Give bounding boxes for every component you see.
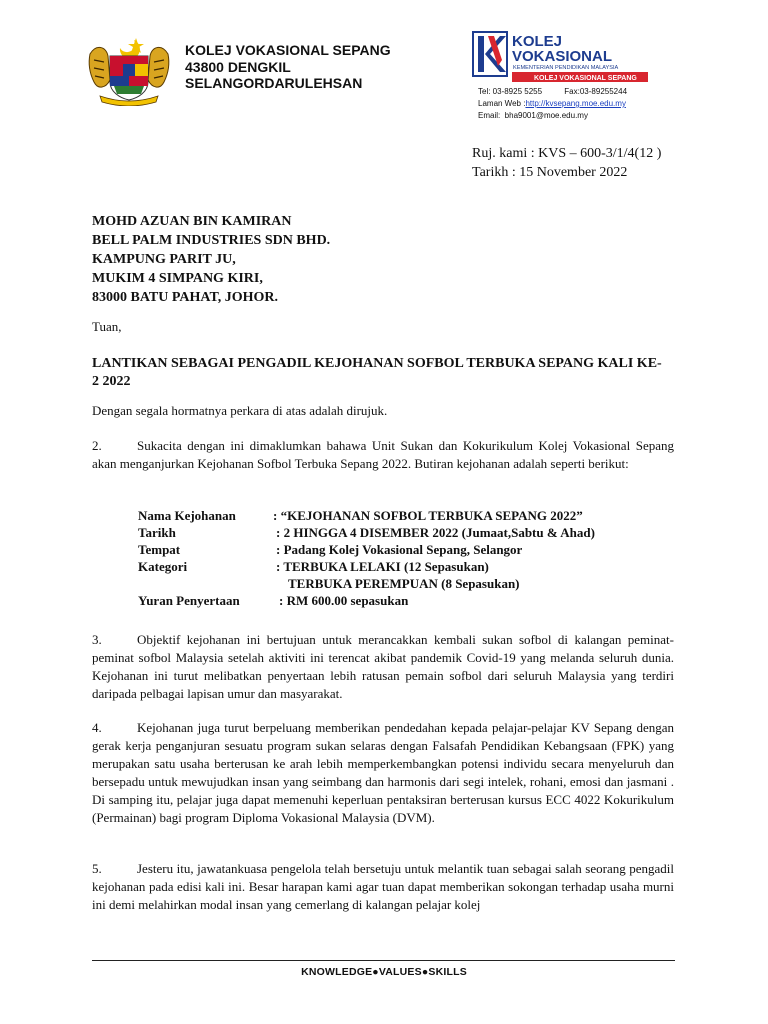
- paragraph-text: Sukacita dengan ini dimaklumkan bahawa Unit Sukan dan Kokurikulum Kolej Vokasional Sepang akan menganjurkan Kejohanan Sofbol Terbuka Sepang 2022. Butiran kejohanan adalah seperti berikut:: [92, 438, 674, 471]
- paragraph-4: [92, 719, 674, 827]
- detail-value-nama: : “KEJOHANAN SOFBOL TERBUKA SEPANG 2022”: [273, 508, 583, 523]
- logo-title-1: KOLEJ: [512, 33, 563, 50]
- detail-value-yuran: : RM 600.00 sepasukan: [279, 593, 409, 608]
- intro-paragraph: Dengan segala hormatnya perkara di atas adalah dirujuk.: [92, 403, 388, 418]
- detail-label-kategori: Kategori: [138, 559, 188, 574]
- logo-title-2: VOKASIONAL: [512, 48, 613, 65]
- paragraph-number: 3.: [92, 632, 102, 647]
- detail-label-tarikh: Tarikh: [138, 525, 176, 540]
- reference-block: [472, 144, 661, 182]
- contact-block: [478, 86, 627, 122]
- detail-value-tempat: : Padang Kolej Vokasional Sepang, Selangor: [276, 542, 523, 557]
- college-state: SELANGORDARULEHSAN: [185, 75, 363, 91]
- contact-fax: Fax:03-89255244: [564, 87, 628, 96]
- logo-banner: KOLEJ VOKASIONAL SEPANG: [534, 75, 637, 82]
- college-name: KOLEJ VOKASIONAL SEPANG: [185, 42, 391, 58]
- web-label: Laman Web :: [478, 99, 526, 108]
- college-postcode-city: 43800 DENGKIL: [185, 58, 291, 75]
- contact-email: Email: bha9001@moe.edu.my: [478, 111, 588, 120]
- detail-value-kategori-2: TERBUKA PEREMPUAN (8 Sepasukan): [288, 576, 520, 591]
- letter-date: Tarikh : 15 November 2022: [472, 165, 628, 180]
- paragraph-3: [92, 631, 674, 703]
- reference-number: Ruj. kami : KVS – 600-3/1/4(12 ): [472, 146, 662, 161]
- detail-label-yuran: Yuran Penyertaan: [138, 593, 240, 608]
- recipient-line: BELL PALM INDUSTRIES SDN BHD.: [92, 233, 331, 248]
- detail-label-nama: Nama Kejohanan: [138, 508, 236, 523]
- recipient-address: [92, 212, 330, 307]
- subject-line-1: LANTIKAN SEBAGAI PENGADIL KEJOHANAN SOFBOL TERBUKA SEPANG KALI KE-: [92, 356, 662, 371]
- recipient-line: MOHD AZUAN BIN KAMIRAN: [92, 214, 292, 229]
- footer-motto: KNOWLEDGE●VALUES●SKILLS: [301, 966, 467, 978]
- paragraph-2: [92, 437, 674, 473]
- kolej-vokasional-logo: [472, 30, 652, 86]
- paragraph-number: 2.: [92, 438, 102, 453]
- contact-tel: Tel: 03-8925 5255: [478, 87, 543, 96]
- paragraph-text: Kejohanan juga turut berpeluang memberikan pendedahan kepada pelajar-pelajar KV Sepang dengan gerak kerja penganjuran sesuatu program sukan selaras dengan Falsafah Pendidikan Kebangsaan (FPK) yang merupakan satu usaha berterusan ke arah lebih memperkembangkan potensi individu secara menyeluruh dan bersepadu untuk mewujudkan insan yang seimbang dan harmonis dari segi intelek, rohani, emosi dan jasmani . Di samping itu, pelajar juga dapat memenuhi keperluan pentaksiran berterusan kursus ECC 4022 Kokurikulum (Permainan) bagi program Diploma Vokasional Malaysia (DVM).: [92, 720, 674, 825]
- college-letterhead: [185, 42, 391, 92]
- detail-value-tarikh: : 2 HINGGA 4 DISEMBER 2022 (Jumaat,Sabtu & Ahad): [276, 525, 595, 540]
- subject-line-2: 2 2022: [92, 374, 131, 389]
- recipient-line: KAMPUNG PARIT JU,: [92, 252, 236, 267]
- paragraph-text: Jesteru itu, jawatankuasa pengelola telah bersetuju untuk melantik tuan sebagai salah seorang pengadil kejohanan pada edisi kali ini. Besar harapan kami agar tuan dapat memberikan sokongan terhadap usaha murni ini demi melahirkan modal insan yang cemerlang di kalangan pelajar kolej: [92, 861, 674, 912]
- paragraph-number: 4.: [92, 720, 102, 735]
- recipient-line: 83000 BATU PAHAT, JOHOR.: [92, 290, 279, 305]
- logo-ministry: KEMENTERIAN PENDIDIKAN MALAYSIA: [513, 65, 619, 71]
- recipient-line: MUKIM 4 SIMPANG KIRI,: [92, 271, 263, 286]
- website-link[interactable]: http://kvsepang.moe.edu.my: [525, 99, 626, 108]
- detail-label-tempat: Tempat: [138, 542, 181, 557]
- paragraph-5: [92, 860, 674, 914]
- salutation: Tuan,: [92, 319, 122, 334]
- footer-divider: [92, 960, 675, 961]
- detail-value-kategori-1: : TERBUKA LELAKI (12 Sepasukan): [276, 559, 489, 574]
- letter-subject: [92, 355, 682, 391]
- paragraph-number: 5.: [92, 861, 102, 876]
- paragraph-text: Objektif kejohanan ini bertujuan untuk merancakkan kembali sukan sofbol di kalangan peminat-peminat sofbol Malaysia setelah aktiviti ini terencat akibat pandemik Covid-19 yang melanda seluruh dunia. Kejohanan ini turut melibatkan penyertaan lebih ratusan pemain sofbol dari seluruh Malaysia yang terdiri daripada pelbagai lapisan umur dan masyarakat.: [92, 632, 674, 701]
- coat-of-arms-crest: [86, 36, 172, 106]
